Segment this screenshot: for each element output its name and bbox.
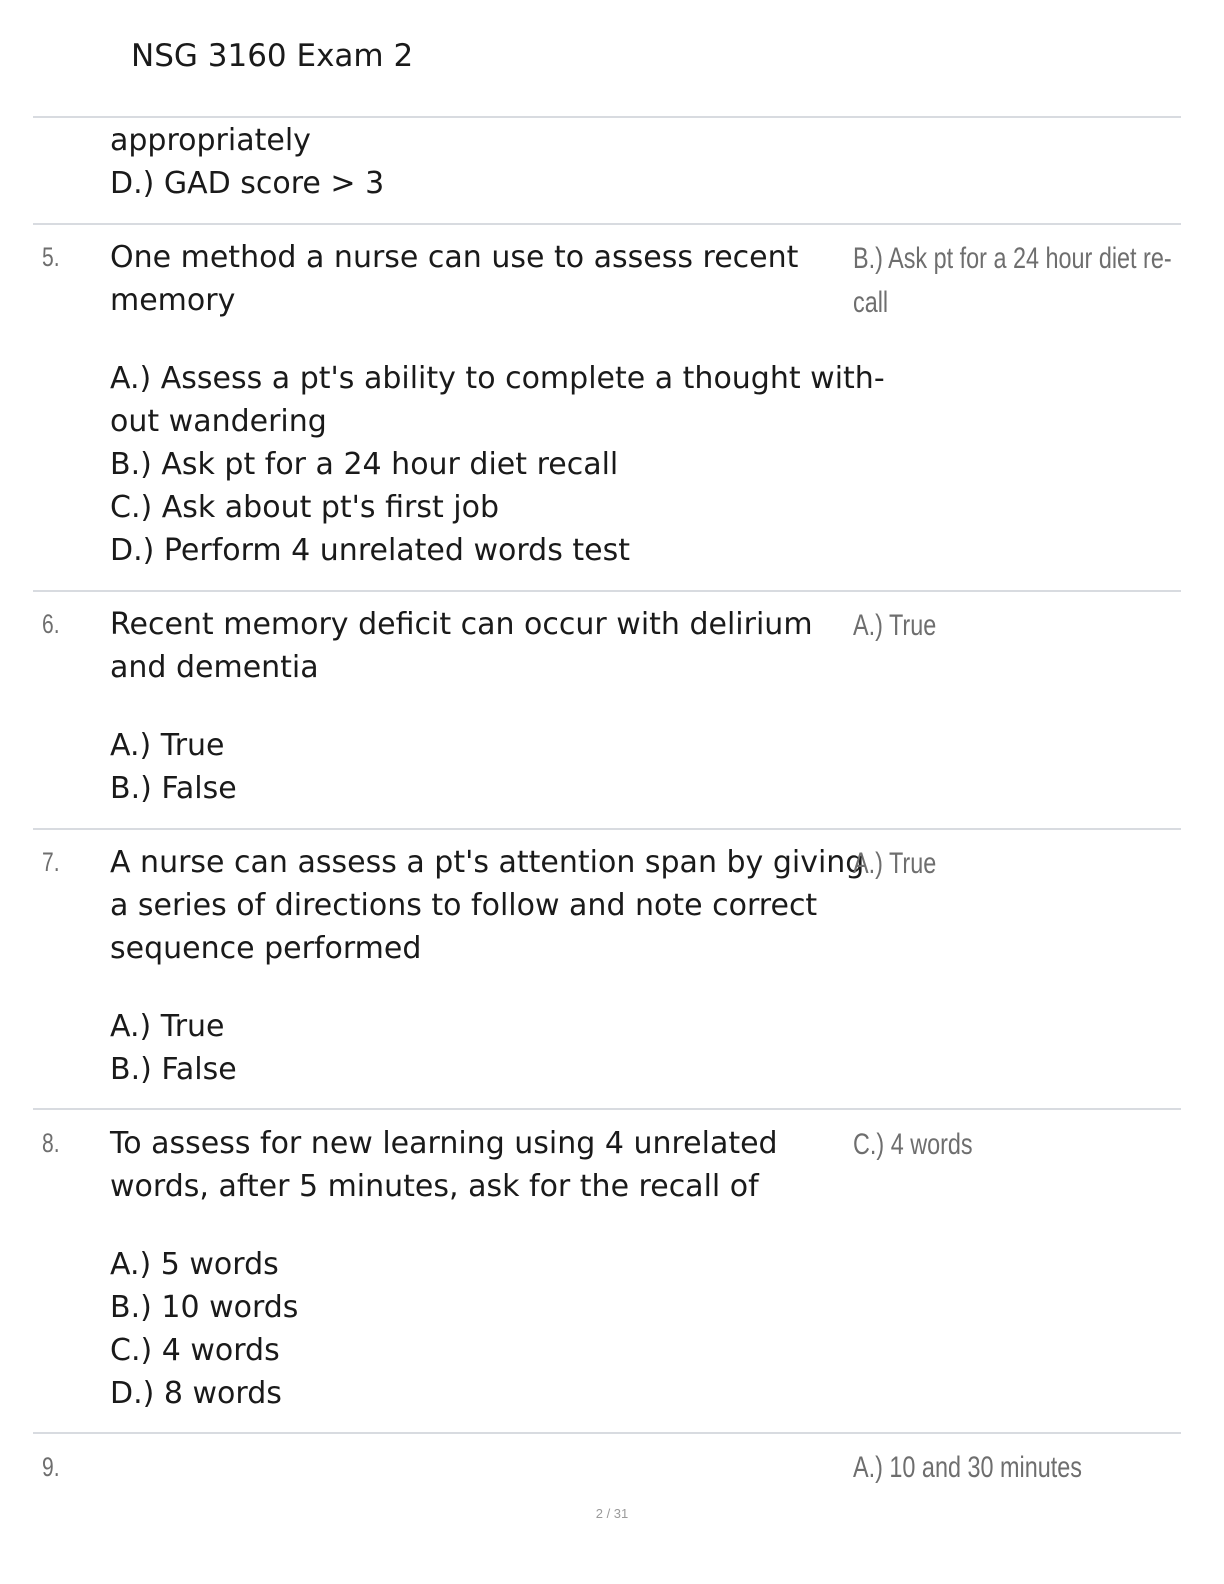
question-stem bbox=[110, 236, 850, 322]
stem-line: One method a nurse can use to assess recent bbox=[110, 240, 799, 275]
option-line: A.) True bbox=[110, 728, 225, 763]
answer-text bbox=[853, 842, 936, 886]
answer-line: A.) True bbox=[853, 609, 937, 642]
question-stem bbox=[110, 603, 850, 689]
answer-text bbox=[853, 1123, 973, 1167]
option-line: out wandering bbox=[110, 404, 327, 439]
option-line: B.) False bbox=[110, 771, 237, 806]
question-options bbox=[110, 1243, 850, 1415]
question-number: 9. bbox=[42, 1452, 60, 1482]
stem-line: To assess for new learning using 4 unrelated bbox=[110, 1126, 778, 1161]
answer-line: A.) 10 and 30 minutes bbox=[853, 1451, 1082, 1484]
question-number: 8. bbox=[42, 1128, 60, 1158]
divider bbox=[33, 223, 1181, 225]
answer-text bbox=[853, 237, 1172, 325]
option-line: C.) 4 words bbox=[110, 1333, 280, 1368]
option-line: D.) 8 words bbox=[110, 1376, 282, 1411]
stem-line: a series of directions to follow and note correct bbox=[110, 888, 818, 923]
option-line: B.) Ask pt for a 24 hour diet recall bbox=[110, 447, 619, 482]
question-number: 6. bbox=[42, 609, 60, 639]
question-continuation bbox=[110, 119, 850, 205]
stem-line: A nurse can assess a pt's attention span by giving bbox=[110, 845, 865, 880]
question-stem bbox=[110, 1122, 850, 1208]
answer-line: B.) Ask pt for a 24 hour diet re- bbox=[853, 242, 1172, 275]
stem-line: sequence performed bbox=[110, 931, 422, 966]
divider bbox=[33, 1108, 1181, 1110]
question-options bbox=[110, 724, 850, 810]
question-number: 5. bbox=[42, 242, 60, 272]
continuation-line: D.) GAD score > 3 bbox=[110, 166, 385, 201]
option-line: A.) Assess a pt's ability to complete a thought with- bbox=[110, 361, 885, 396]
option-line: A.) True bbox=[110, 1009, 225, 1044]
stem-line: Recent memory deficit can occur with delirium bbox=[110, 607, 813, 642]
continuation-line: appropriately bbox=[110, 123, 311, 158]
divider bbox=[33, 1432, 1181, 1434]
answer-text bbox=[853, 604, 936, 648]
question-options bbox=[110, 1005, 850, 1091]
option-line: D.) Perform 4 unrelated words test bbox=[110, 533, 630, 568]
page-indicator: 2 / 31 bbox=[595, 1506, 629, 1521]
option-line: C.) Ask about pt's first job bbox=[110, 490, 499, 525]
question-options bbox=[110, 357, 885, 572]
answer-line: call bbox=[853, 286, 889, 319]
divider bbox=[33, 828, 1181, 830]
stem-line: words, after 5 minutes, ask for the recall of bbox=[110, 1169, 759, 1204]
question-number: 7. bbox=[42, 847, 60, 877]
page-title: NSG 3160 Exam 2 bbox=[131, 38, 414, 74]
option-line: B.) False bbox=[110, 1052, 237, 1087]
divider bbox=[33, 116, 1181, 118]
question-stem bbox=[110, 841, 865, 970]
option-line: B.) 10 words bbox=[110, 1290, 299, 1325]
stem-line: memory bbox=[110, 283, 236, 318]
divider bbox=[33, 590, 1181, 592]
option-line: A.) 5 words bbox=[110, 1247, 279, 1282]
answer-text bbox=[853, 1446, 1082, 1490]
answer-line: C.) 4 words bbox=[853, 1128, 973, 1161]
stem-line: and dementia bbox=[110, 650, 319, 685]
answer-line: A.) True bbox=[853, 847, 937, 880]
